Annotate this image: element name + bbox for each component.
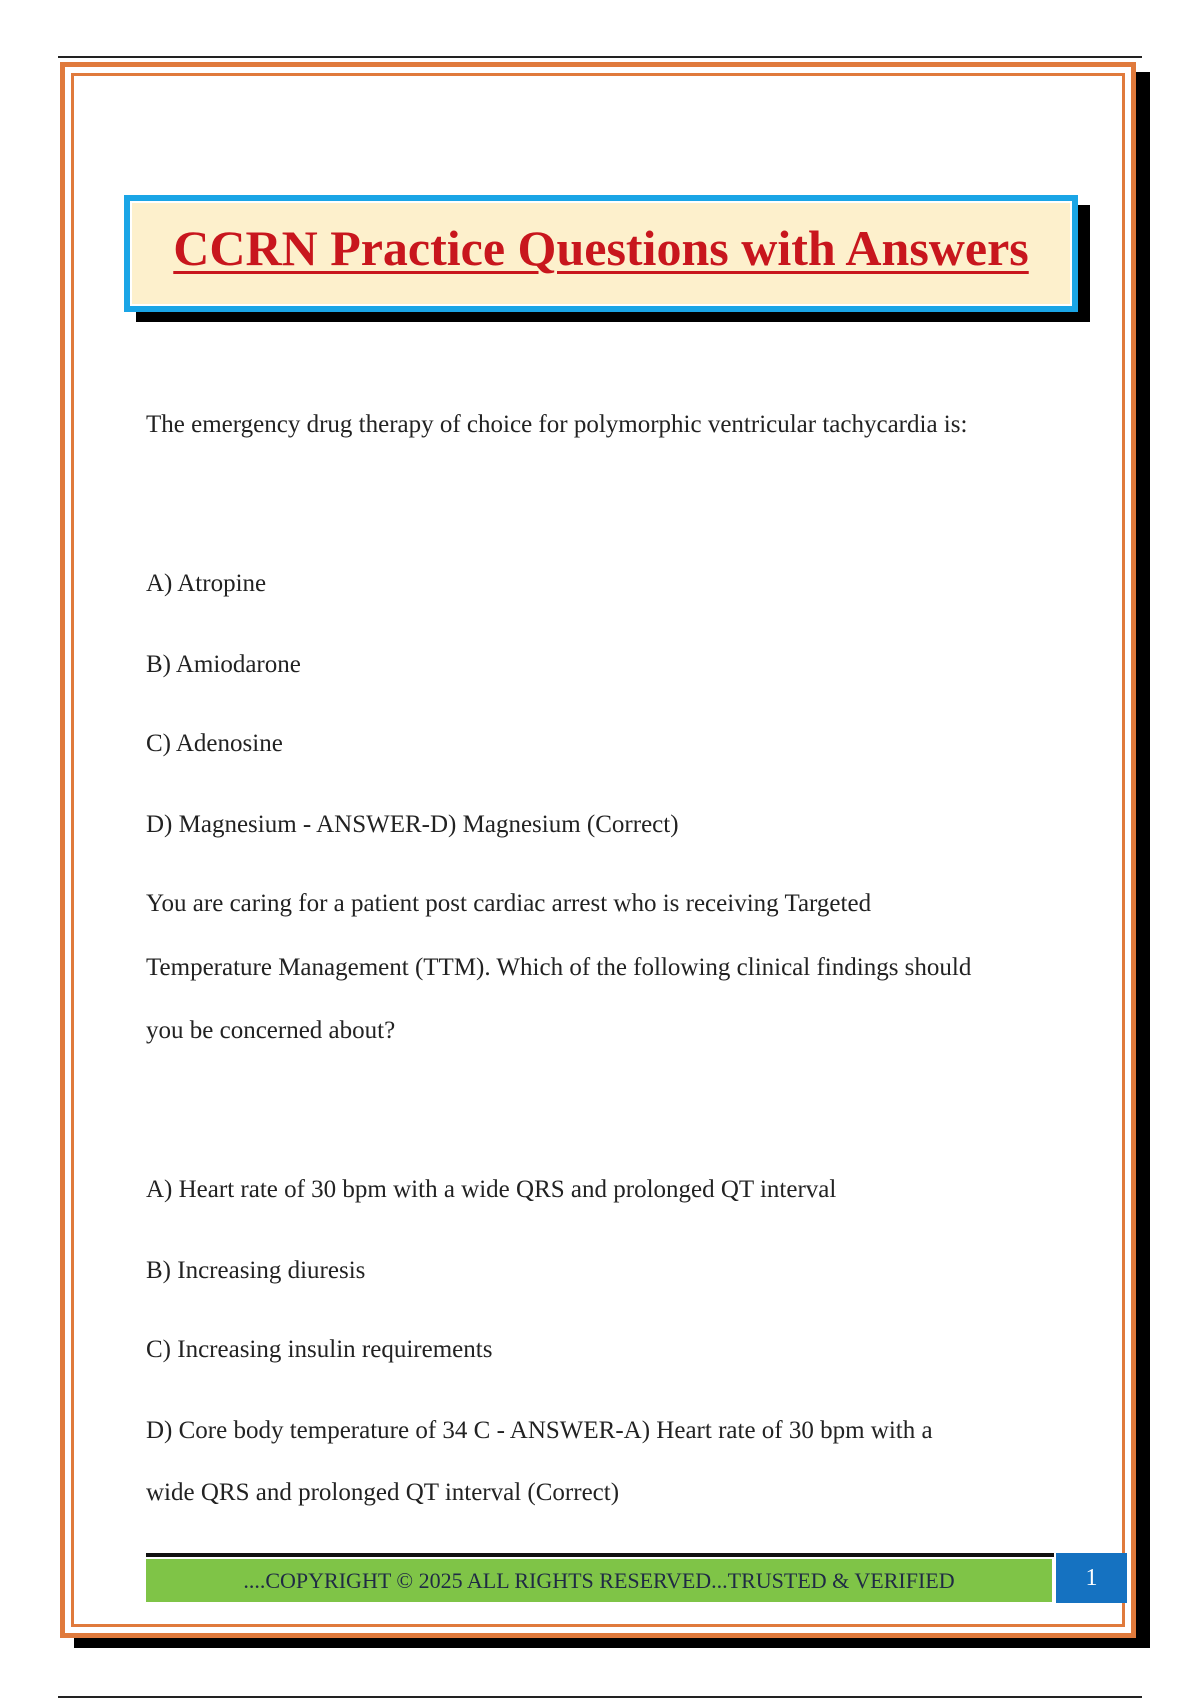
page-number-box	[1056, 1553, 1127, 1603]
question-2-option-c: C) Increasing insulin requirements	[146, 1336, 493, 1363]
page-title: CCRN Practice Questions with Answers	[173, 219, 1029, 276]
bottom-rule	[58, 1696, 1142, 1698]
title-box	[124, 195, 1078, 312]
footer-rule	[146, 1553, 1054, 1557]
question-1-option-b: B) Amiodarone	[146, 651, 301, 678]
page-number: 1	[1085, 1564, 1098, 1591]
question-2-stem-line-2: Temperature Management (TTM). Which of the following clinical findings should	[146, 954, 972, 981]
question-2-option-a: A) Heart rate of 30 bpm with a wide QRS and prolonged QT interval	[146, 1176, 837, 1203]
question-1-stem: The emergency drug therapy of choice for polymorphic ventricular tachycardia is:	[146, 411, 968, 438]
footer-bar	[146, 1559, 1052, 1602]
question-2-option-d-answer-line-2: wide QRS and prolonged QT interval (Correct)	[146, 1479, 620, 1506]
question-2-stem-line-3: you be concerned about?	[146, 1017, 396, 1044]
question-2-option-b: B) Increasing diuresis	[146, 1257, 366, 1284]
question-1-option-d-answer: D) Magnesium - ANSWER-D) Magnesium (Correct)	[146, 811, 679, 838]
question-1-option-c: C) Adenosine	[146, 730, 283, 757]
top-rule	[58, 56, 1142, 58]
title-box-inner	[130, 201, 1072, 306]
question-1-option-a: A) Atropine	[146, 570, 267, 597]
question-2-stem-line-1: You are caring for a patient post cardiac arrest who is receiving Targeted	[146, 890, 872, 917]
copyright-text: ....COPYRIGHT © 2025 ALL RIGHTS RESERVED...TRUSTED & VERIFIED	[243, 1567, 955, 1593]
question-2-option-d-answer-line-1: D) Core body temperature of 34 C - ANSWER-A) Heart rate of 30 bpm with a	[146, 1417, 933, 1444]
